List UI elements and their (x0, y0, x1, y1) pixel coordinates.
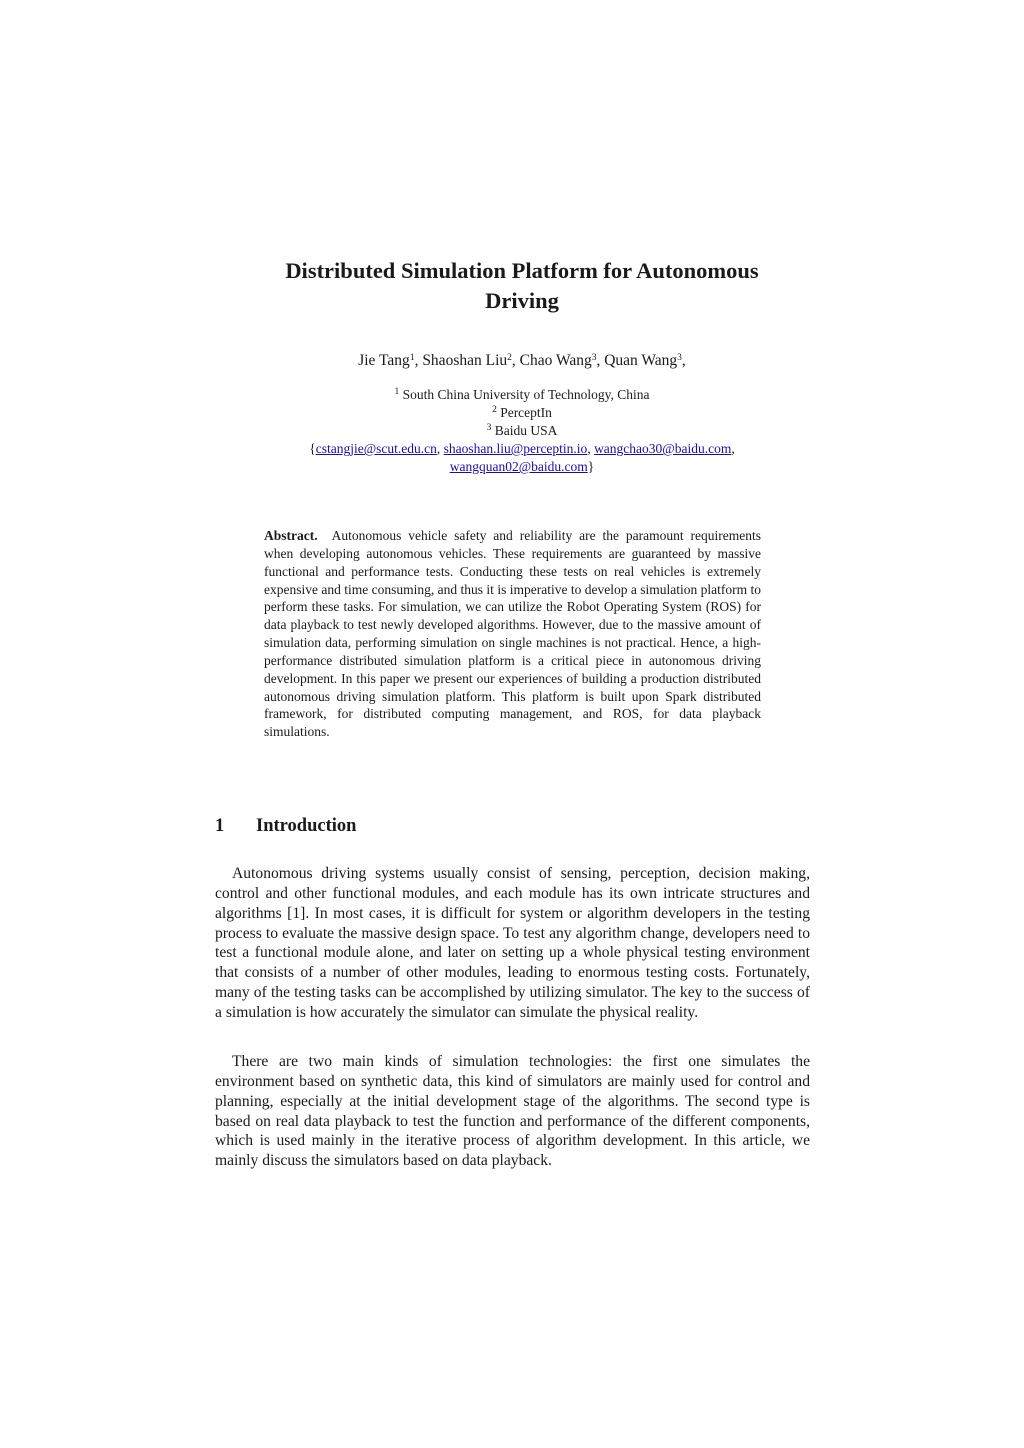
body-paragraph: Autonomous driving systems usually consist of sensing, perception, decision making, control and other functional modules, and each module has its own intricate structures and algorithms [1]. In most cases, it is difficult for system or algorithm developers in the testing process to evaluate the massive design space. To test any algorithm change, developers need to test a functional module alone, and later on setting up a whole physical testing environment that consists of a number of other modules, leading to enormous testing costs. Fortunately, many of the testing tasks can be accomplished by utilizing simulator. The key to the success of a simulation is how accurately the simulator can simulate the physical reality. (215, 865, 810, 1021)
affiliation-name: PerceptIn (500, 405, 552, 420)
affiliation-number: 1 (394, 387, 400, 397)
email-link[interactable]: wangquan02@baidu.com (449, 459, 588, 474)
email-link[interactable]: cstangjie@scut.edu.cn (315, 441, 437, 456)
affiliation-name: Baidu USA (494, 423, 558, 438)
abstract-text: Autonomous vehicle safety and reliability are the paramount requirements when developing autonomous vehicles. These requirements are guaranteed by massive functional and performance tests. Conducting these tests on real vehicles is extremely expensive and time consuming, and thus it is imperative to develop a simulation platform to perform these tasks. For simulation, we can utilize the Robot Operating System (ROS) for data playback to test newly developed algorithms. However, due to the massive amount of simulation data, performing simulation on single machines is not practical. Hence, a high-performance distributed simulation platform is a critical piece in autonomous driving development. In this paper we present our experiences of building a production distributed autonomous driving simulation platform. This platform is built upon Spark distributed framework, for distributed computing management, and ROS, for data playback simulations. (264, 528, 761, 740)
email-open-brace: { (309, 441, 316, 456)
affiliation-line (222, 422, 822, 440)
affiliation-number: 3 (486, 423, 492, 433)
author-separator: , (511, 352, 520, 369)
affiliation-line (222, 404, 822, 422)
author-affil-mark: 1 (409, 353, 415, 363)
email-line (222, 458, 822, 476)
section-title: Introduction (256, 816, 357, 836)
email-link[interactable]: shaoshan.liu@perceptin.io (443, 441, 588, 456)
author-separator: , (414, 352, 423, 369)
affiliation-number: 2 (492, 405, 497, 415)
paper-title: Distributed Simulation Platform for Autonomous Driving (285, 258, 759, 313)
section-heading (215, 814, 356, 838)
email-close-brace: } (587, 459, 595, 474)
author-name: Jie Tang (358, 352, 410, 369)
email-separator: , (587, 441, 595, 456)
author-name: Chao Wang (519, 352, 592, 369)
author-affil-mark: 3 (591, 353, 597, 363)
body-paragraph: There are two main kinds of simulation technologies: the first one simulates the environment based on synthetic data, this kind of simulators are mainly used for control and planning, especially at the initial development stage of the algorithms. The second type is based on real data playback to test the function and performance of the different components, which is used mainly in the iterative process of algorithm development. In this article, we mainly discuss the simulators based on data playback. (215, 1053, 810, 1170)
author-separator: , (681, 352, 686, 369)
section-number: 1 (215, 816, 225, 836)
author-name: Shaoshan Liu (422, 352, 508, 369)
email-link[interactable]: wangchao30@baidu.com (594, 441, 732, 456)
email-separator: , (436, 441, 444, 456)
email-separator: , (731, 441, 735, 456)
abstract (264, 527, 761, 741)
abstract-label: Abstract. (264, 528, 318, 543)
author-affil-mark: 3 (677, 353, 682, 363)
author-list (222, 350, 822, 372)
author-name: Quan Wang (604, 352, 678, 369)
affiliation-name: South China University of Technology, China (402, 387, 650, 402)
author-affil-mark: 2 (507, 353, 512, 363)
email-line (222, 440, 822, 458)
affiliation-block (222, 386, 822, 476)
author-separator: , (596, 352, 605, 369)
affiliation-line (222, 386, 822, 404)
